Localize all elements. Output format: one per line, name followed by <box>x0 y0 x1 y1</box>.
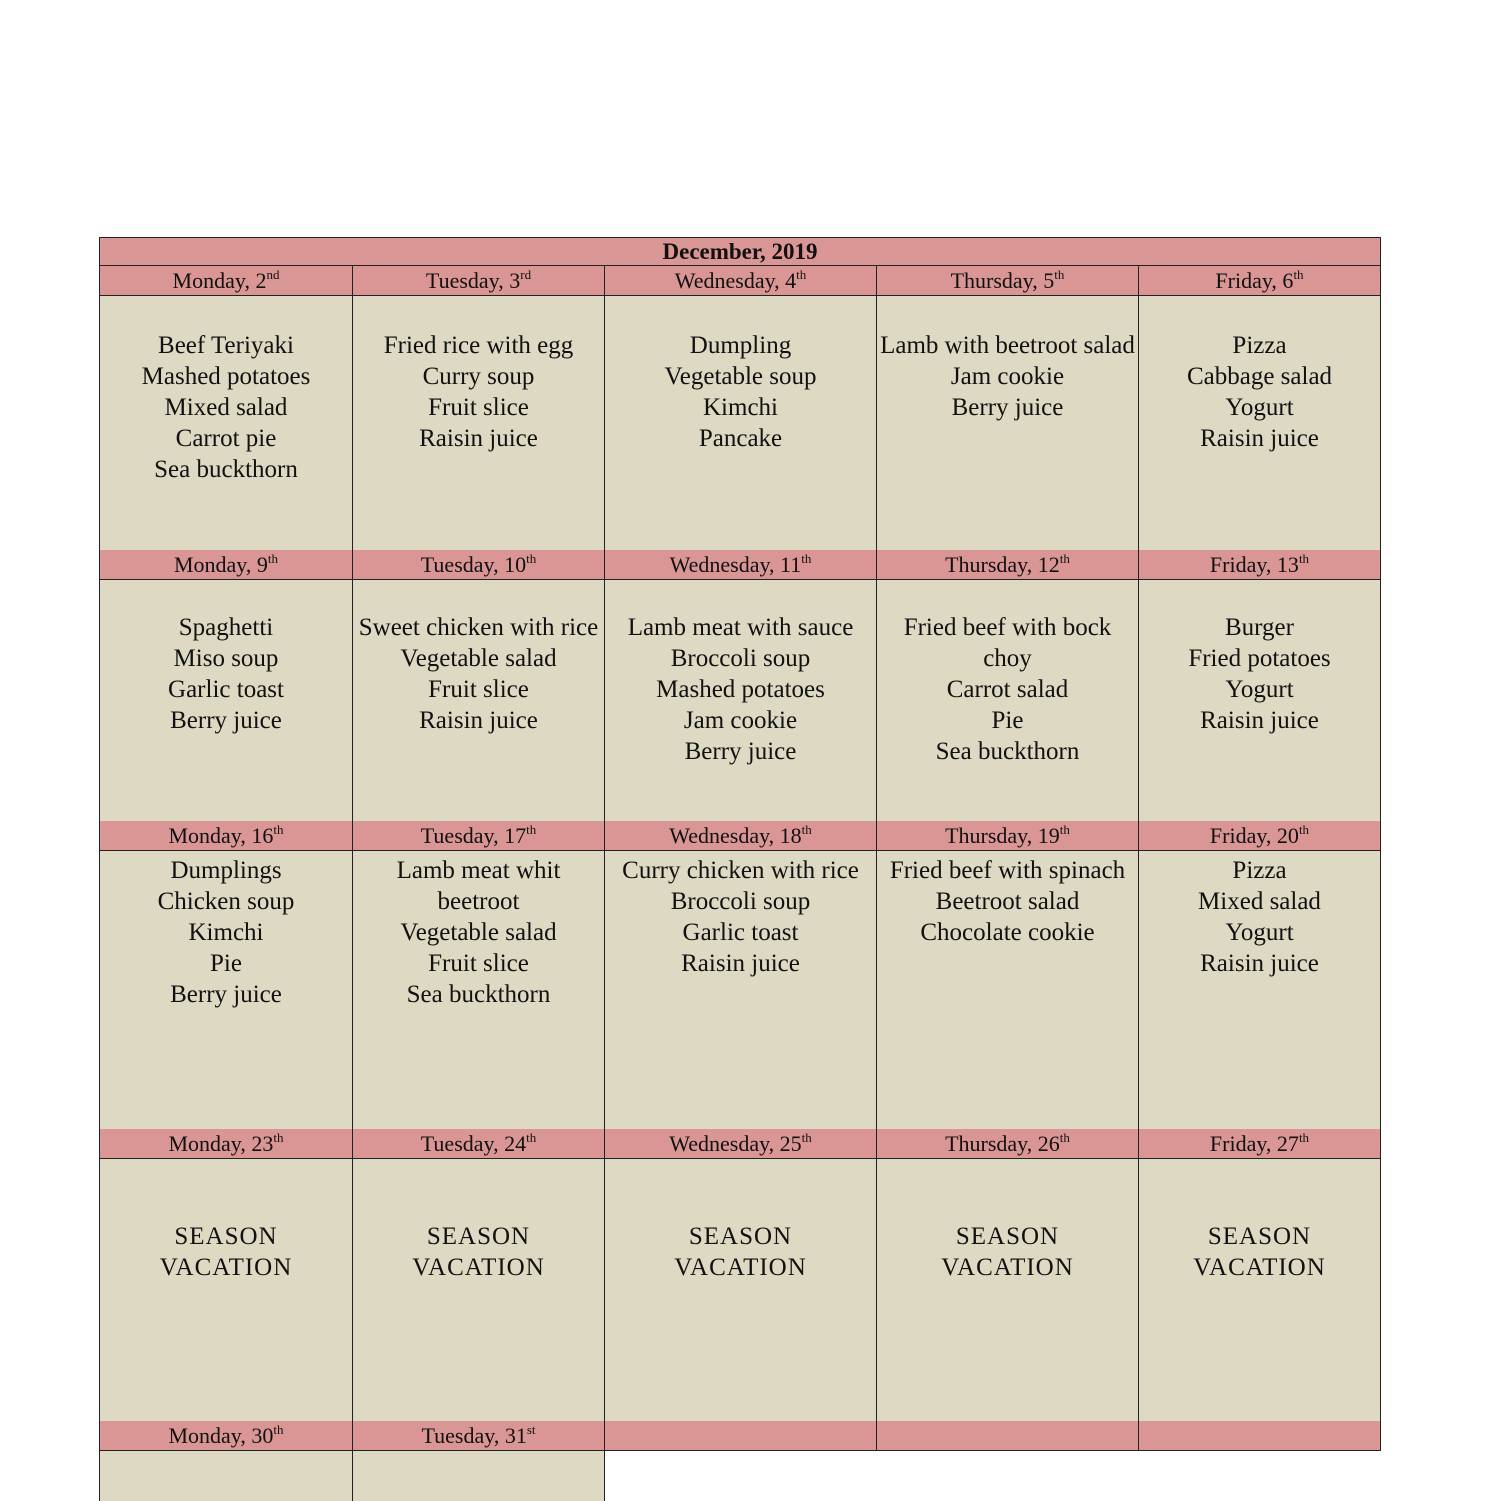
menu-item: Yogurt <box>1225 676 1294 703</box>
menu-item: Fried beef with spinach <box>889 857 1126 884</box>
day-label: Thursday, 12 <box>945 552 1060 577</box>
day-menu-cell <box>99 851 353 1129</box>
day-header <box>605 1421 877 1451</box>
menu-item: Garlic toast <box>682 919 799 946</box>
menu-item: Raisin juice <box>1200 425 1319 452</box>
day-header <box>353 1421 605 1451</box>
day-label: Wednesday, 25 <box>669 1131 802 1156</box>
day-header <box>605 1129 877 1159</box>
menu-item: Fried rice with egg <box>383 332 574 359</box>
day-menu-cell <box>877 580 1139 821</box>
day-header <box>99 550 353 580</box>
day-header <box>1139 1421 1381 1451</box>
day-header <box>99 266 353 296</box>
day-label: Friday, 20 <box>1209 823 1299 848</box>
day-header <box>877 550 1139 580</box>
day-menu-cell <box>353 296 605 550</box>
menu-item: Pizza <box>1232 857 1287 884</box>
day-ordinal-suffix: th <box>273 1130 284 1145</box>
menu-item: VACATION <box>674 1254 807 1281</box>
calendar-title: December, 2019 <box>99 237 1381 266</box>
menu-item: VACATION <box>1193 1254 1326 1281</box>
calendar-weeks <box>99 266 1381 1501</box>
menu-item: Chicken soup <box>157 888 295 915</box>
day-label: Tuesday, 24 <box>420 1131 527 1156</box>
menu-item: Curry chicken with rice <box>622 857 859 884</box>
day-ordinal-suffix: th <box>526 822 537 837</box>
day-menu-cell <box>605 851 877 1129</box>
week-header-row <box>99 1421 1381 1451</box>
menu-item: Cabbage salad <box>1186 363 1333 390</box>
menu-item: Lamb with beetroot salad <box>880 332 1135 359</box>
day-ordinal-suffix: nd <box>266 267 280 282</box>
menu-item: Raisin juice <box>681 950 800 977</box>
menu-item: Sweet chicken with rice <box>358 614 599 641</box>
week-menu-row <box>99 580 1381 821</box>
day-header <box>1139 1129 1381 1159</box>
menu-item: Fried potatoes <box>1188 645 1331 672</box>
day-menu-cell <box>99 580 353 821</box>
menu-item: Chocolate cookie <box>920 919 1095 946</box>
menu-item: Fruit slice <box>428 676 529 703</box>
menu-item: Fried beef with bock choy <box>903 614 1112 672</box>
menu-item: SEASON <box>955 1223 1060 1250</box>
menu-item: VACATION <box>941 1254 1074 1281</box>
day-menu-cell <box>1139 1159 1381 1421</box>
day-header <box>877 821 1139 851</box>
menu-item: Mashed potatoes <box>656 676 825 703</box>
day-header <box>605 550 877 580</box>
week-header-row <box>99 1129 1381 1159</box>
menu-item: Fruit slice <box>428 950 529 977</box>
menu-item: Miso soup <box>173 645 279 672</box>
day-ordinal-suffix: th <box>1298 1130 1310 1145</box>
menu-item: Pie <box>210 950 242 977</box>
menu-item: Mixed salad <box>1198 888 1321 915</box>
menu-item: Vegetable salad <box>400 919 557 946</box>
menu-item: Berry juice <box>170 981 282 1008</box>
day-label: Thursday, 26 <box>945 1131 1060 1156</box>
day-menu-cell <box>877 1451 1139 1501</box>
menu-item: Pizza <box>1232 332 1287 359</box>
day-header <box>99 1421 353 1451</box>
day-ordinal-suffix: th <box>1298 822 1310 837</box>
day-label: Tuesday, 10 <box>420 552 527 577</box>
day-ordinal-suffix: th <box>1059 822 1070 837</box>
menu-item: Garlic toast <box>168 676 284 703</box>
day-header <box>605 821 877 851</box>
day-label: Tuesday, 31 <box>421 1423 527 1448</box>
day-menu-cell <box>353 580 605 821</box>
day-label: Thursday, 5 <box>950 268 1055 293</box>
menu-item: Yogurt <box>1225 394 1294 421</box>
menu-item: Berry juice <box>684 738 797 765</box>
day-header <box>877 1129 1139 1159</box>
menu-item: Vegetable salad <box>400 645 557 672</box>
menu-item: Carrot pie <box>175 425 277 452</box>
day-header <box>1139 821 1381 851</box>
menu-item: Sea buckthorn <box>935 738 1080 765</box>
week-header-row <box>99 266 1381 296</box>
day-label: Tuesday, 3 <box>425 268 521 293</box>
day-ordinal-suffix: th <box>526 551 537 566</box>
menu-item: Lamb meat with sauce <box>627 614 854 641</box>
day-ordinal-suffix: th <box>1054 267 1065 282</box>
day-header <box>99 1129 353 1159</box>
menu-item: Beef Teriyaki <box>158 332 294 359</box>
day-label: Monday, 2 <box>172 268 267 293</box>
menu-item: Broccoli soup <box>670 645 811 672</box>
day-ordinal-suffix: th <box>267 551 279 566</box>
day-menu-cell <box>605 580 877 821</box>
menu-item: Raisin juice <box>1200 707 1319 734</box>
week-header-row <box>99 821 1381 851</box>
menu-item: Spaghetti <box>178 614 274 641</box>
menu-item: Dumplings <box>170 857 282 884</box>
day-label: Friday, 6 <box>1215 268 1294 293</box>
day-ordinal-suffix: th <box>1298 551 1310 566</box>
day-menu-cell <box>1139 1451 1381 1501</box>
menu-item: Pancake <box>698 425 783 452</box>
day-menu-cell <box>605 296 877 550</box>
menu-item: Pie <box>991 707 1024 734</box>
day-label: Thursday, 19 <box>945 823 1060 848</box>
menu-item: Vegetable soup <box>664 363 817 390</box>
day-menu-cell <box>1139 851 1381 1129</box>
day-header <box>353 550 605 580</box>
day-label: Tuesday, 17 <box>420 823 527 848</box>
day-header <box>877 1421 1139 1451</box>
lunch-menu-calendar <box>99 237 1381 1501</box>
day-header <box>1139 550 1381 580</box>
day-header <box>353 821 605 851</box>
menu-item: Beetroot salad <box>935 888 1080 915</box>
menu-item: Raisin juice <box>419 707 538 734</box>
day-label: Monday, 9 <box>173 552 268 577</box>
day-ordinal-suffix: th <box>796 267 807 282</box>
day-ordinal-suffix: th <box>1293 267 1304 282</box>
day-ordinal-suffix: th <box>1059 1130 1070 1145</box>
menu-item: SEASON <box>174 1223 278 1250</box>
day-label: Friday, 13 <box>1209 552 1299 577</box>
day-menu-cell <box>1139 296 1381 550</box>
day-ordinal-suffix: th <box>801 1130 812 1145</box>
menu-item: Carrot salad <box>946 676 1069 703</box>
menu-item: Kimchi <box>703 394 778 421</box>
week-menu-row <box>99 296 1381 550</box>
day-label: Friday, 27 <box>1209 1131 1299 1156</box>
day-ordinal-suffix: st <box>526 1422 536 1437</box>
menu-item: Yogurt <box>1225 919 1294 946</box>
day-menu-cell <box>877 296 1139 550</box>
menu-item: Sea buckthorn <box>406 981 551 1008</box>
day-menu-cell <box>353 851 605 1129</box>
menu-item: Raisin juice <box>419 425 538 452</box>
menu-item: SEASON <box>688 1223 793 1250</box>
day-label: Monday, 23 <box>168 1131 274 1156</box>
menu-item: Dumpling <box>689 332 792 359</box>
week-menu-row <box>99 1159 1381 1421</box>
day-label: Wednesday, 4 <box>674 268 797 293</box>
day-ordinal-suffix: th <box>273 822 284 837</box>
menu-item: SEASON <box>426 1223 531 1250</box>
week-header-row <box>99 550 1381 580</box>
day-ordinal-suffix: th <box>801 551 812 566</box>
day-header <box>1139 266 1381 296</box>
day-header <box>353 266 605 296</box>
menu-item: Raisin juice <box>1200 950 1319 977</box>
menu-item: Curry soup <box>422 363 535 390</box>
menu-item: Burger <box>1225 614 1294 641</box>
day-header <box>353 1129 605 1159</box>
menu-item: Mashed potatoes <box>141 363 311 390</box>
menu-item: Sea buckthorn <box>154 456 298 483</box>
day-menu-cell <box>353 1451 605 1501</box>
week-menu-row <box>99 851 1381 1129</box>
menu-item: Broccoli soup <box>670 888 811 915</box>
day-header <box>99 821 353 851</box>
menu-item: Fruit slice <box>428 394 529 421</box>
day-ordinal-suffix: th <box>526 1130 537 1145</box>
menu-item: SEASON <box>1207 1223 1312 1250</box>
day-menu-cell <box>605 1159 877 1421</box>
menu-item: Berry juice <box>170 707 282 734</box>
menu-item: Berry juice <box>951 394 1064 421</box>
menu-item: VACATION <box>159 1254 293 1281</box>
day-menu-cell <box>353 1159 605 1421</box>
day-menu-cell <box>99 1159 353 1421</box>
day-menu-cell <box>99 296 353 550</box>
day-menu-cell <box>877 851 1139 1129</box>
menu-item: VACATION <box>412 1254 545 1281</box>
week-menu-row <box>99 1451 1381 1501</box>
day-menu-cell <box>1139 580 1381 821</box>
menu-item: Jam cookie <box>683 707 798 734</box>
day-menu-cell <box>877 1159 1139 1421</box>
day-label: Wednesday, 11 <box>669 552 802 577</box>
menu-item: Kimchi <box>188 919 264 946</box>
day-ordinal-suffix: rd <box>520 267 532 282</box>
day-label: Wednesday, 18 <box>669 823 802 848</box>
day-header <box>605 266 877 296</box>
day-label: Monday, 16 <box>168 823 274 848</box>
menu-item: Lamb meat whit beetroot <box>396 857 561 915</box>
day-header <box>877 266 1139 296</box>
day-ordinal-suffix: th <box>801 822 812 837</box>
day-menu-cell <box>605 1451 877 1501</box>
day-label: Monday, 30 <box>168 1423 274 1448</box>
day-menu-cell <box>99 1451 353 1501</box>
menu-item: Jam cookie <box>950 363 1065 390</box>
day-ordinal-suffix: th <box>273 1422 284 1437</box>
day-ordinal-suffix: th <box>1059 551 1070 566</box>
menu-item: Mixed salad <box>164 394 288 421</box>
